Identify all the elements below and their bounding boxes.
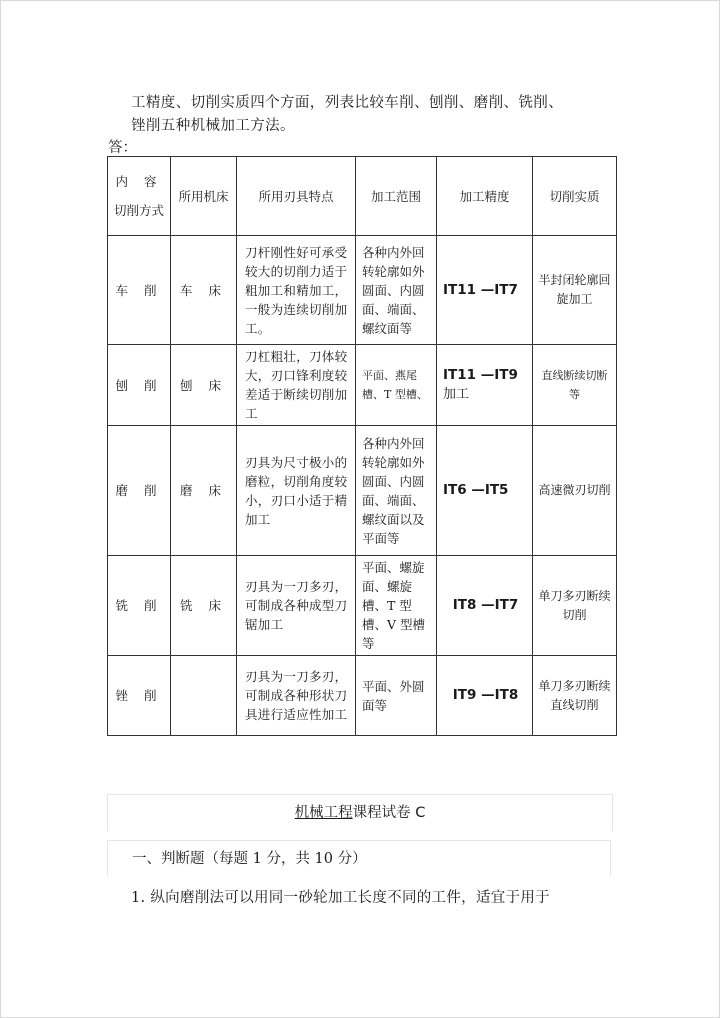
- cell-process: 刨 削: [108, 345, 171, 426]
- cell-process: 车 削: [108, 236, 171, 345]
- cell-cutting: 半封闭轮廓回旋加工: [533, 236, 617, 345]
- exam-title-subject: 机械工程: [294, 805, 353, 821]
- cell-precision: IT6 —IT5: [437, 426, 533, 556]
- header-precision: 加工精度: [437, 157, 533, 236]
- cell-range: 各种内外回转轮廓如外圆面、内圆面、端面、螺纹面以及平面等: [356, 426, 437, 556]
- cell-precision: IT9 —IT8: [437, 656, 533, 736]
- cell-cutting: 单刀多刃断续直线切削: [533, 656, 617, 736]
- section-heading: 一、判断题（每题 1 分，共 10 分）: [107, 840, 611, 876]
- table-row: [108, 426, 617, 556]
- header-tool: 所用刃具特点: [237, 157, 356, 236]
- precision-value: IT11 —IT9: [443, 367, 518, 383]
- cell-machine: 铣 床: [171, 556, 237, 656]
- intro-paragraph: [131, 92, 611, 138]
- cell-tool: 刀杆刚性好可承受较大的切削力适于粗加工和精加工，一般为连续切削加工。: [237, 236, 356, 345]
- exam-title-rest: 课程试卷 C: [352, 805, 426, 821]
- answer-label: 答：: [108, 140, 137, 156]
- table-header-row: [108, 157, 617, 236]
- cell-cutting: 直线断续切断等: [533, 345, 617, 426]
- cell-tool: 刀杠粗壮，刀体较大，刃口锋利度较差适于断续切削加工: [237, 345, 356, 426]
- cell-precision: IT8 —IT7: [437, 556, 533, 656]
- cell-range: 平面、螺旋面、螺旋槽、T 型槽、V 型槽等: [356, 556, 437, 656]
- intro-line-2: 锉削五种机械加工方法。: [131, 118, 295, 134]
- cell-machine: 刨 床: [171, 345, 237, 426]
- header-cutting: 切削实质: [533, 157, 617, 236]
- exam-title: [107, 794, 613, 831]
- cell-precision: IT11 —IT7: [437, 236, 533, 345]
- table-row: [108, 345, 617, 426]
- header-content-label: 内 容: [115, 174, 163, 189]
- cell-machine: 磨 床: [171, 426, 237, 556]
- comparison-table: [107, 156, 617, 736]
- cell-cutting: 单刀多刃断续切削: [533, 556, 617, 656]
- cell-tool: 刃具为一刀多刃，可制成各种形状刀具进行适应性加工: [237, 656, 356, 736]
- table-row: [108, 236, 617, 345]
- cell-precision: [437, 345, 533, 426]
- cell-cutting: 高速微刃切削: [533, 426, 617, 556]
- cell-process: 铣 削: [108, 556, 171, 656]
- header-machine: 所用机床: [171, 157, 237, 236]
- header-range: 加工范围: [356, 157, 437, 236]
- cell-machine: [171, 656, 237, 736]
- table-row: [108, 556, 617, 656]
- intro-line-1: 工精度、切削实质四个方面，列表比较车削、刨削、磨削、铣削、: [131, 95, 564, 111]
- cell-range: 平面、燕尾槽、T 型槽、: [356, 345, 437, 426]
- header-method-label: 切削方式: [113, 203, 164, 218]
- cell-process: 磨 削: [108, 426, 171, 556]
- cell-range: 平面、外圆面等: [356, 656, 437, 736]
- header-corner-cell: [108, 157, 171, 236]
- precision-note: 加工: [443, 387, 470, 402]
- cell-machine: 车 床: [171, 236, 237, 345]
- table-row: [108, 656, 617, 736]
- cell-tool: 刃具为一刀多刃，可制成各种成型刀锯加工: [237, 556, 356, 656]
- question-1: 1. 纵向磨削法可以用同一砂轮加工长度不同的工件，适宜于用于: [131, 890, 550, 906]
- cell-tool: 刃具为尺寸极小的磨粒，切削角度较小，刃口小适于精加工: [237, 426, 356, 556]
- cell-process: 锉 削: [108, 656, 171, 736]
- cell-range: 各种内外回转轮廓如外圆面、内圆面、端面、螺纹面等: [356, 236, 437, 345]
